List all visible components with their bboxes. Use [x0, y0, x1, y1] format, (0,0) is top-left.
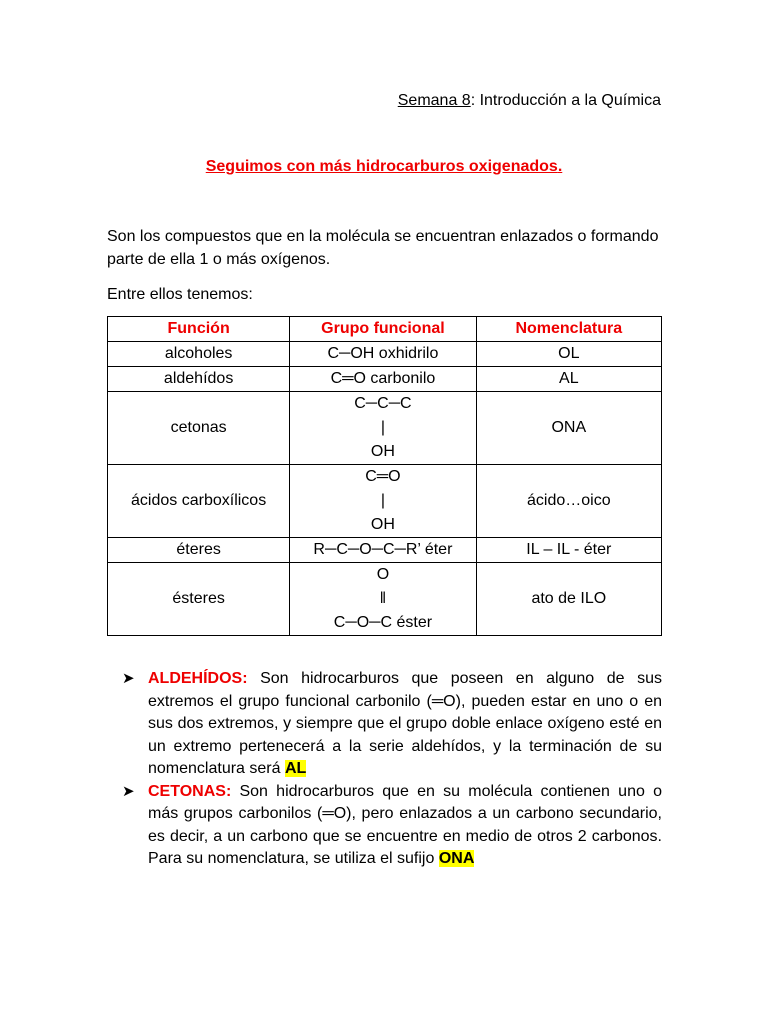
bullet-keyword: CETONAS:	[148, 782, 232, 800]
section-subtitle	[0, 158, 768, 176]
table-row	[108, 342, 662, 367]
cell-nomenclatura: ácido…oico	[476, 465, 661, 538]
cell-grupo	[290, 465, 476, 538]
intro-paragraph: Son los compuestos que en la molécula se encuentran enlazados o formando parte de ella 1 o más oxígenos.	[107, 228, 659, 268]
table-row	[108, 367, 662, 392]
grupo-line: C═O	[365, 468, 401, 485]
cell-grupo	[290, 392, 476, 465]
list-item	[122, 668, 662, 781]
header-grupo-funcional: Grupo funcional	[290, 317, 476, 342]
highlighted-suffix: AL	[284, 760, 307, 777]
definitions-list	[122, 668, 662, 871]
grupo-line: C═O carbonilo	[330, 370, 436, 387]
cell-funcion: cetonas	[108, 392, 290, 465]
cell-nomenclatura: OL	[476, 342, 661, 367]
entre-ellos-text: Entre ellos tenemos:	[107, 286, 253, 303]
cell-nomenclatura: ONA	[476, 392, 661, 465]
table-row	[108, 465, 662, 538]
cell-funcion: ácidos carboxílicos	[108, 465, 290, 538]
list-item	[122, 781, 662, 871]
week-label: Semana 8	[397, 92, 471, 109]
bullet-text: Son hidrocarburos que poseen en alguno de sus extremos el grupo funcional carbonilo (═O), pueden estar en uno o en sus dos extremos, y siempre que el grupo doble enlace oxígeno esté en un extremo pertenecerá a la serie aldehídos, y la terminación de su nomenclatura será	[148, 670, 662, 777]
bullet-text: Son hidrocarburos que en su molécula contienen uno o más grupos carbonilos (═O), pero enlazados a un carbono secundario, es decir, a un carbono que se encuentre en medio de otros 2 carbonos. Para su nomenclatura, se utiliza el sufijo	[148, 782, 662, 867]
grupo-line: |	[380, 419, 385, 436]
cell-funcion: aldehídos	[108, 367, 290, 392]
grupo-line: ‖	[379, 590, 387, 607]
grupo-line: OH	[370, 516, 395, 533]
course-title: : Introducción a la Química	[470, 92, 661, 109]
grupo-line: C─O─C éster	[333, 614, 433, 631]
grupo-line: O	[376, 566, 390, 583]
cell-funcion: éteres	[108, 538, 290, 563]
cell-nomenclatura: IL – IL - éter	[476, 538, 661, 563]
cell-funcion: ésteres	[108, 563, 290, 636]
grupo-line: OH	[370, 443, 395, 460]
arrowhead-bullet-icon: ➤	[122, 670, 135, 687]
grupo-line: C─C─C	[354, 395, 412, 412]
bullet-keyword: ALDEHÍDOS:	[148, 670, 248, 687]
cell-funcion: alcoholes	[108, 342, 290, 367]
table-row	[108, 538, 662, 563]
subtitle-text: Seguimos con más hidrocarburos oxigenados	[205, 158, 558, 175]
cell-grupo	[290, 538, 476, 563]
cell-grupo	[290, 367, 476, 392]
table-header-row	[108, 317, 662, 342]
header-funcion: Función	[108, 317, 290, 342]
cell-grupo	[290, 563, 476, 636]
functions-table	[107, 316, 662, 636]
cell-nomenclatura: ato de ILO	[476, 563, 661, 636]
subtitle-period: .	[557, 158, 563, 175]
table-row	[108, 563, 662, 636]
header-nomenclatura: Nomenclatura	[476, 317, 661, 342]
grupo-line: R─C─O─C─R’ éter	[313, 541, 453, 558]
highlighted-suffix: ONA	[438, 850, 475, 867]
cell-grupo	[290, 342, 476, 367]
grupo-line: |	[380, 492, 385, 509]
grupo-line: C─OH oxhidrilo	[327, 345, 439, 362]
arrowhead-bullet-icon: ➤	[122, 782, 135, 800]
table-row	[108, 392, 662, 465]
cell-nomenclatura: AL	[476, 367, 661, 392]
page-header	[398, 92, 661, 110]
